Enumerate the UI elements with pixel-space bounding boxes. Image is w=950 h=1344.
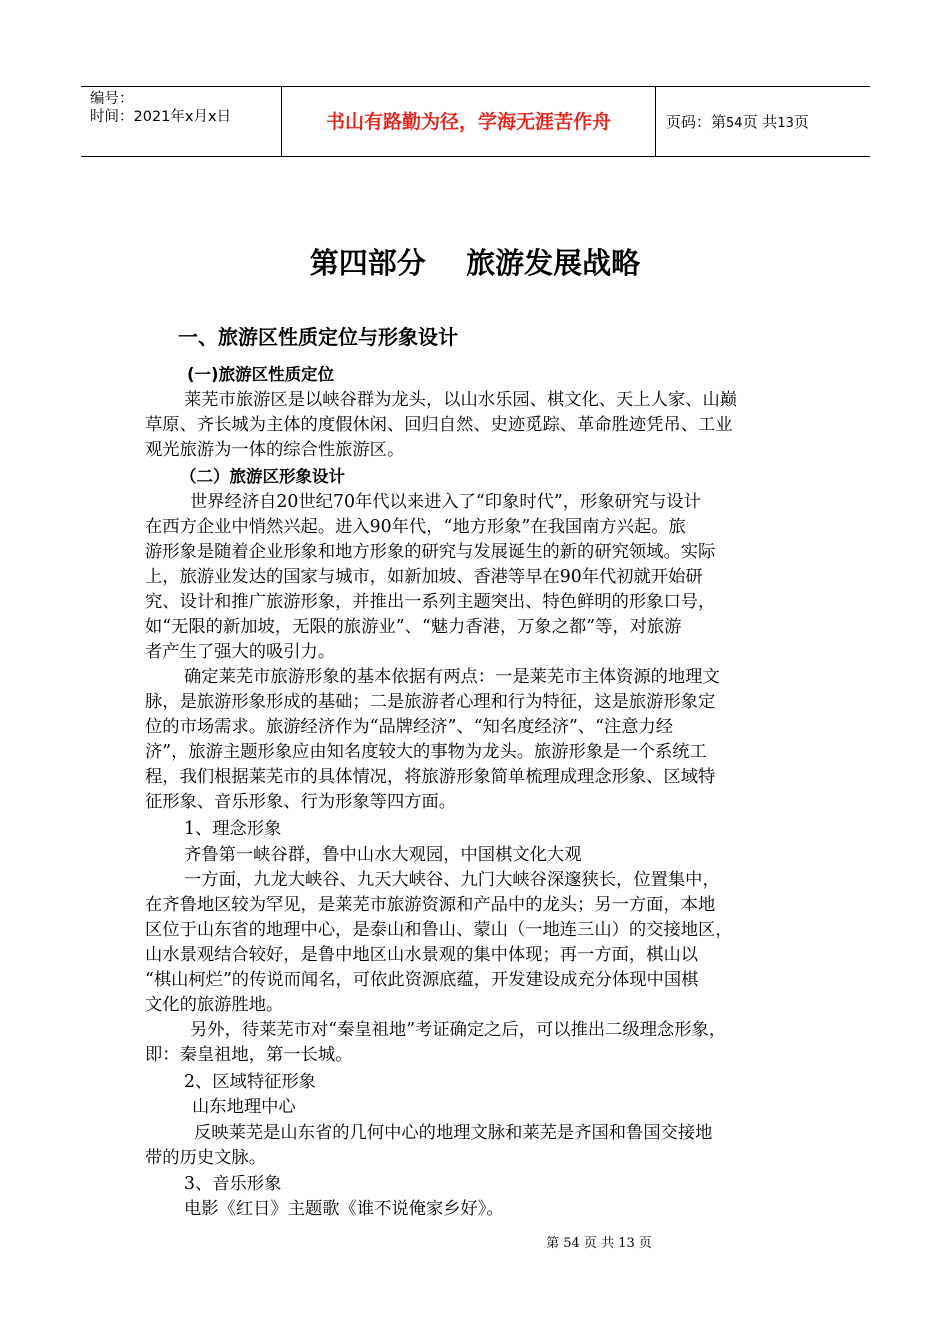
paragraph-line: 山水景观结合较好，是鲁中地区山水景观的集中体现；再一方面，棋山以 bbox=[145, 945, 699, 965]
item-heading: 2、区域特征形象 bbox=[184, 1072, 316, 1092]
page-suffix: 页 bbox=[793, 113, 809, 131]
page-prefix: 页码：第 bbox=[666, 113, 727, 131]
item-heading: 1、理念形象 bbox=[184, 819, 282, 839]
paragraph-line: 上，旅游业发达的国家与城市，如新加坡、香港等早在90年代初就开始研 bbox=[145, 567, 703, 587]
subheading-positioning: (一)旅游区性质定位 bbox=[187, 365, 335, 384]
subheading-image-design: （二）旅游区形象设计 bbox=[180, 467, 345, 486]
paragraph-line: 世界经济自20世纪70年代以来进入了“印象时代”，形象研究与设计 bbox=[190, 492, 701, 512]
paragraph-line: 如“无限的新加坡，无限的旅游业”、“魅力香港，万象之都”等，对旅游 bbox=[145, 617, 682, 637]
item-heading: 3、音乐形象 bbox=[184, 1174, 282, 1194]
paragraph-line: 电影《红日》主题歌《谁不说俺家乡好》。 bbox=[184, 1199, 504, 1219]
header-page-number bbox=[666, 111, 809, 135]
header-time-label: 时间：2021年x月x日 bbox=[90, 109, 232, 125]
paragraph-line: 即：秦皇祖地，第一长城。 bbox=[145, 1045, 353, 1065]
paragraph-line: 脉，是旅游形象形成的基础；二是旅游者心理和行为特征，这是旅游形象定 bbox=[145, 692, 716, 712]
paragraph-line: 草原、齐长城为主体的度假休闲、回归自然、史迹觅踪、革命胜迹凭吊、工业 bbox=[145, 415, 733, 435]
slogan-line: 山东地理中心 bbox=[192, 1097, 296, 1117]
footer-page-number: 第 54 页 共 13 页 bbox=[546, 1236, 652, 1251]
page-mid: 页 共 bbox=[742, 113, 778, 131]
page-title: 第四部分 旅游发展战略 bbox=[309, 246, 641, 280]
paragraph-line: 征形象、音乐形象、行为形象等四方面。 bbox=[145, 792, 457, 812]
document-header bbox=[81, 86, 870, 157]
paragraph-line: 确定莱芜市旅游形象的基本依据有两点：一是莱芜市主体资源的地理文 bbox=[184, 667, 720, 687]
header-motto-cell bbox=[282, 87, 656, 156]
paragraph-line: 反映莱芜是山东省的几何中心的地理文脉和莱芜是齐国和鲁国交接地 bbox=[194, 1123, 713, 1143]
paragraph-line: 位的市场需求。旅游经济作为“品牌经济”、“知名度经济”、“注意力经 bbox=[145, 717, 674, 737]
paragraph-line: 莱芜市旅游区是以峡谷群为龙头，以山水乐园、棋文化、天上人家、山巅 bbox=[184, 390, 738, 410]
page-current: 54 bbox=[726, 116, 743, 131]
paragraph-line: 济”，旅游主题形象应由知名度较大的事物为龙头。旅游形象是一个系统工 bbox=[145, 742, 707, 762]
paragraph-line: 文化的旅游胜地。 bbox=[145, 995, 284, 1015]
paragraph-line: 观光旅游为一体的综合性旅游区。 bbox=[145, 440, 405, 460]
paragraph-line: “棋山柯烂”的传说而闻名，可依此资源底蕴，开发建设成充分体现中国棋 bbox=[145, 970, 699, 990]
slogan-line: 齐鲁第一峡谷群，鲁中山水大观园，中国棋文化大观 bbox=[184, 845, 582, 865]
paragraph-line: 程，我们根据莱芜市的具体情况，将旅游形象简单梳理成理念形象、区域特 bbox=[145, 767, 716, 787]
paragraph-line: 游形象是随着企业形象和地方形象的研究与发展诞生的新的研究领域。实际 bbox=[145, 542, 716, 562]
paragraph-line: 一方面，九龙大峡谷、九天大峡谷、九门大峡谷深邃狭长，位置集中， bbox=[184, 870, 720, 890]
paragraph-line: 在西方企业中悄然兴起。进入90年代，“地方形象”在我国南方兴起。旅 bbox=[145, 517, 686, 537]
page-total: 13 bbox=[777, 116, 794, 131]
paragraph-line: 另外，待莱芜市对“秦皇祖地”考证确定之后，可以推出二级理念形象， bbox=[190, 1020, 727, 1040]
header-number-label: 编号： bbox=[90, 91, 134, 107]
paragraph-line: 者产生了强大的吸引力。 bbox=[145, 642, 336, 662]
header-info-cell bbox=[81, 87, 282, 156]
section-heading: 一、旅游区性质定位与形象设计 bbox=[178, 325, 458, 349]
page-footer bbox=[0, 1235, 950, 1253]
paragraph-line: 区位于山东省的地理中心，是泰山和鲁山、蒙山（一地连三山）的交接地区， bbox=[145, 920, 733, 940]
header-page-cell bbox=[656, 87, 870, 156]
paragraph-line: 究、设计和推广旅游形象，并推出一系列主题突出、特色鲜明的形象口号， bbox=[145, 592, 716, 612]
paragraph-line: 带的历史文脉。 bbox=[145, 1148, 266, 1168]
paragraph-line: 在齐鲁地区较为罕见，是莱芜市旅游资源和产品中的龙头；另一方面，本地 bbox=[145, 895, 716, 915]
header-motto: 书山有路勤为径，学海无涯苦作舟 bbox=[325, 111, 611, 133]
